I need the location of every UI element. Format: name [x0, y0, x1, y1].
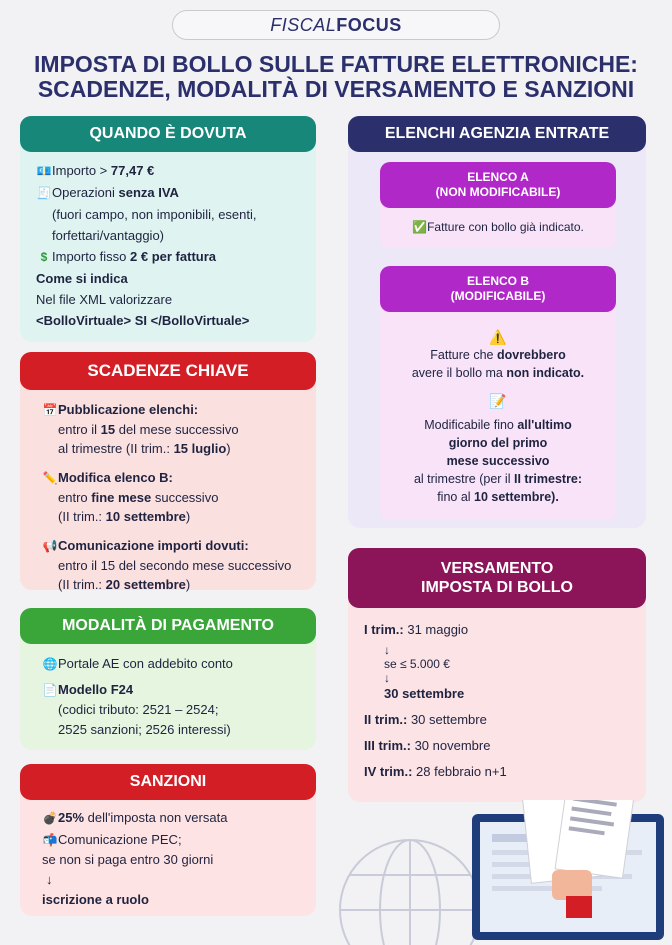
- brand-logo: [172, 10, 500, 40]
- memo-icon: 📝: [489, 393, 507, 409]
- b-m2: giorno del primo: [448, 436, 548, 450]
- importo-value: 77,47 €: [110, 163, 155, 178]
- t1-value: 31 maggio: [403, 622, 469, 637]
- pub-l1-bold: 15: [100, 422, 116, 437]
- card-heading: ELENCHI AGENZIA ENTRATE: [348, 116, 646, 152]
- card-heading: QUANDO È DOVUTA: [20, 116, 316, 152]
- bomb-icon: 💣: [42, 811, 58, 825]
- card-versamento: [348, 548, 646, 802]
- t1-alt-date: 30 settembre: [384, 686, 465, 701]
- pec-line-2: se non si paga entro 30 giorni: [42, 852, 214, 867]
- elenco-b-card: [380, 266, 616, 520]
- check-icon: ✅: [412, 220, 428, 234]
- pub-l1-pre: entro il: [58, 422, 101, 437]
- pub-l1-post: del mese successivo: [115, 422, 239, 437]
- mod-l2-pre: (II trim.:: [58, 509, 106, 524]
- card-scadenze: [20, 352, 316, 590]
- down-arrow-icon: ↓: [384, 643, 390, 657]
- operazioni-row: [36, 182, 316, 204]
- versamento-heading-1: VERSAMENTO: [440, 560, 554, 577]
- t1-label: I trim.:: [364, 622, 404, 637]
- elenco-b-title: ELENCO B: [466, 274, 529, 288]
- elenco-a-heading: [380, 162, 616, 208]
- operazioni-value: senza IVA: [118, 185, 179, 200]
- elenco-a-subtitle: (NON MODIFICABILE): [435, 185, 561, 199]
- b-t1: Fatture che: [430, 348, 497, 362]
- b-m1: Modificabile fino: [424, 418, 518, 432]
- xml-tag: <BolloVirtuale> SI </BolloVirtuale>: [36, 313, 250, 328]
- document-icon: 📄: [42, 683, 58, 697]
- card-heading: SANZIONI: [20, 764, 316, 800]
- pec-line-1: Comunicazione PEC;: [58, 832, 182, 847]
- operazioni-sub-1: (fuori campo, non imponibili, esenti,: [52, 207, 257, 222]
- perc-value: 25%: [58, 810, 85, 825]
- versamento-heading-2: IMPOSTA DI BOLLO: [421, 579, 573, 596]
- t3-label: III trim.:: [364, 738, 411, 753]
- codici-line-2: 2525 sanzioni; 2526 interessi): [58, 722, 231, 737]
- globe-icon: [340, 840, 480, 945]
- elenco-a-card: [380, 162, 616, 248]
- card-quando-dovuta: [20, 116, 316, 342]
- com-l1: entro il 15 del secondo mese successivo: [58, 558, 292, 573]
- b-m5-bold: 10 settembre).: [474, 490, 559, 504]
- mod-title: Modifica elenco B:: [58, 470, 173, 485]
- card-body: [20, 160, 316, 331]
- card-body: [20, 400, 316, 604]
- b-t2: avere il bollo ma: [411, 366, 507, 380]
- t4-label: IV trim.:: [364, 764, 413, 779]
- mod-l1-post: successivo: [151, 490, 219, 505]
- logo-part-fiscal: FISCAL: [270, 15, 337, 35]
- come-label: Come si indica: [36, 271, 128, 286]
- mod-l2-bold: 10 settembre: [105, 509, 186, 524]
- card-body: [348, 620, 646, 782]
- codici-line-1: (codici tributo: 2521 – 2524;: [58, 702, 219, 717]
- b-m4: al trimestre (per il: [413, 472, 514, 486]
- b-t1-bold: dovrebbero: [496, 348, 566, 362]
- elenco-b-subtitle: (MODIFICABILE): [450, 289, 546, 303]
- t1-condition: se ≤ 5.000 €: [384, 657, 450, 671]
- card-body: [20, 654, 316, 740]
- fisso-value: 2 € per fattura: [130, 249, 217, 264]
- pencil-icon: ✏️: [42, 471, 58, 485]
- card-pagamento: [20, 608, 316, 750]
- f24-label: Modello F24: [58, 682, 134, 697]
- pubblicazione-group: [42, 400, 316, 458]
- elenco-b-heading: [380, 266, 616, 312]
- pub-l2-bold: 15 luglio: [173, 441, 227, 456]
- b-m5: fino al: [437, 490, 475, 504]
- dollar-icon: $: [40, 250, 48, 264]
- operazioni-sub-2: forfettari/vantaggio): [52, 228, 165, 243]
- page-title: [0, 52, 672, 102]
- comunicazione-group: [42, 536, 316, 594]
- t3-value: 30 novembre: [410, 738, 491, 753]
- elenco-a-text: Fatture con bollo già indicato.: [427, 220, 584, 234]
- perc-text: dell'imposta non versata: [84, 810, 228, 825]
- down-arrow-icon: ↓: [46, 872, 53, 887]
- card-heading: MODALITÀ DI PAGAMENTO: [20, 608, 316, 644]
- document-icon: 🧾: [36, 186, 52, 200]
- mod-l1-pre: entro: [58, 490, 92, 505]
- card-body: [20, 808, 316, 910]
- card-sanzioni: [20, 764, 316, 916]
- title-line-2: SCADENZE, MODALITÀ DI VERSAMENTO E SANZIONI: [37, 76, 635, 102]
- down-arrow-icon: ↓: [384, 671, 390, 685]
- b-m3: mese successivo: [446, 454, 550, 468]
- globe-icon: 🌐: [42, 657, 58, 671]
- invoice-illustration: [330, 800, 672, 945]
- b-t2-bold: non indicato.: [506, 366, 585, 380]
- fisso-row: [36, 246, 316, 268]
- operazioni-label: Operazioni: [52, 185, 119, 200]
- t4-value: 28 febbraio n+1: [412, 764, 507, 779]
- megaphone-icon: 📢: [42, 539, 58, 553]
- fisso-label: Importo fisso: [52, 249, 131, 264]
- pub-l2-post: ): [226, 441, 231, 456]
- mod-l1-bold: fine mese: [91, 490, 152, 505]
- elenco-b-body: [380, 328, 616, 506]
- logo-part-focus: FOCUS: [336, 15, 402, 35]
- mailbox-icon: 📬: [42, 833, 58, 847]
- com-l2-bold: 20 settembre: [105, 577, 186, 592]
- pub-title: Pubblicazione elenchi:: [58, 402, 199, 417]
- t2-value: 30 settembre: [407, 712, 487, 727]
- importo-label: Importo >: [52, 163, 111, 178]
- card-elenchi: [348, 116, 646, 528]
- warning-icon: ⚠️: [489, 329, 507, 345]
- t2-label: II trim.:: [364, 712, 408, 727]
- b-m1-bold: all'ultimo: [517, 418, 572, 432]
- banknote-icon: 💶: [36, 164, 52, 178]
- b-m4-bold: II trimestre:: [513, 472, 583, 486]
- importo-row: [36, 160, 316, 182]
- pub-l2-pre: al trimestre (II trim.:: [58, 441, 174, 456]
- calendar-icon: 📅: [42, 403, 58, 417]
- com-l2-pre: (II trim.:: [58, 577, 106, 592]
- com-title: Comunicazione importi dovuti:: [58, 538, 249, 553]
- mod-l2-post: ): [185, 509, 191, 524]
- com-l2-post: ): [185, 577, 191, 592]
- modifica-group: [42, 468, 316, 526]
- elenco-a-body: [380, 220, 616, 234]
- title-line-1: IMPOSTA DI BOLLO SULLE FATTURE ELETTRONICHE:: [34, 51, 638, 77]
- portale-text: Portale AE con addebito conto: [58, 656, 233, 671]
- card-heading: SCADENZE CHIAVE: [20, 352, 316, 390]
- xml-line: Nel file XML valorizzare: [36, 292, 173, 307]
- card-heading: [348, 548, 646, 608]
- ruolo-text: iscrizione a ruolo: [42, 892, 149, 907]
- elenco-a-title: ELENCO A: [467, 170, 529, 184]
